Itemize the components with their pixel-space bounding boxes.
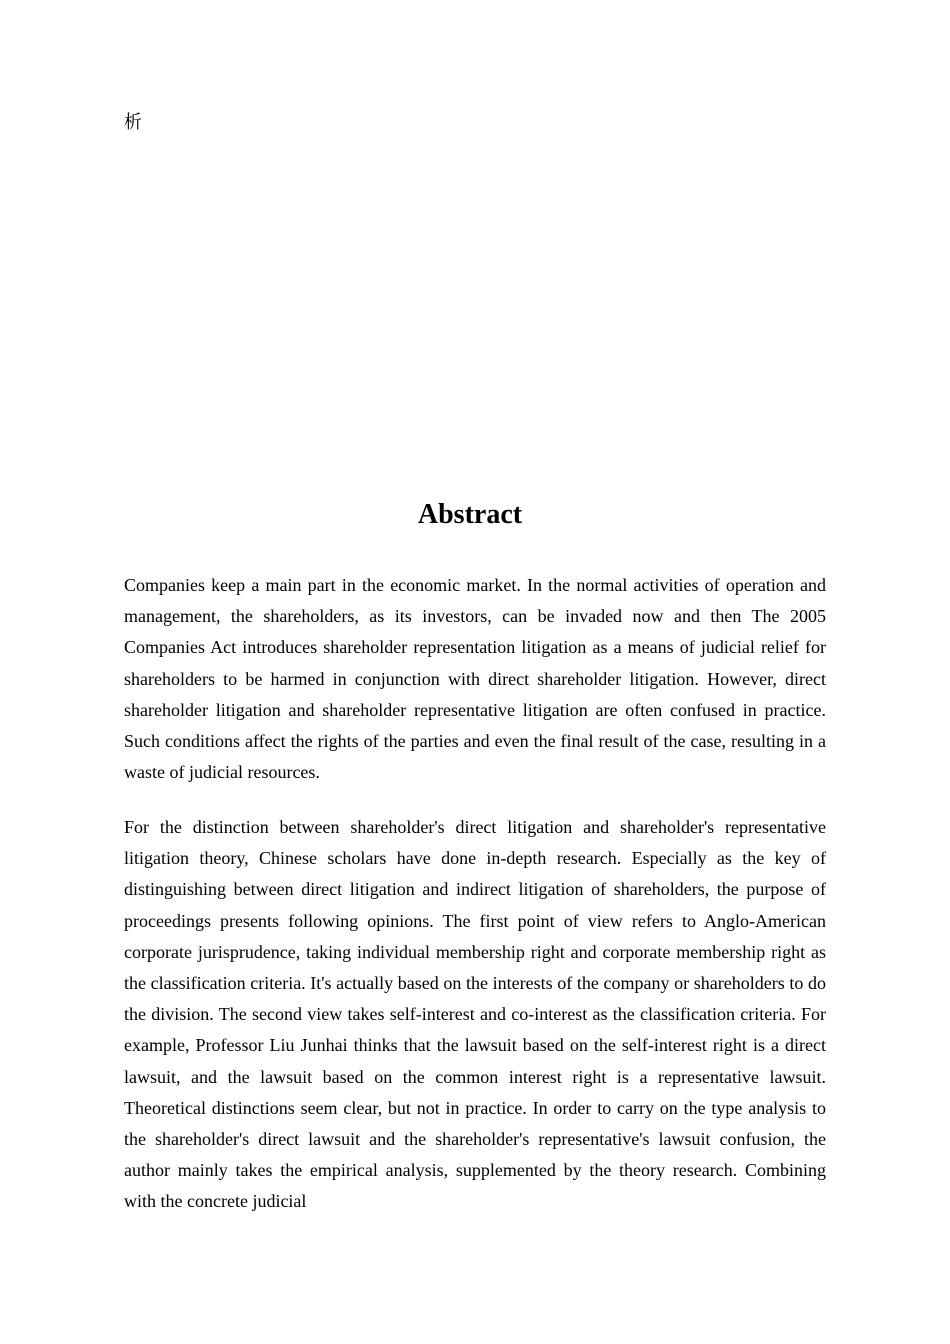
abstract-paragraph-1: Companies keep a main part in the economic market. In the normal activities of operation and management, the shareholders, as its investors, can be invaded now and then The 2005 Companies Act introduces shareholder representation litigation as a means of judicial relief for shareholders to be harmed in conjunction with direct shareholder litigation. However, direct shareholder litigation and shareholder representative litigation are often confused in practice. Such conditions affect the rights of the parties and even the final result of the case, resulting in a waste of judicial resources. (124, 575, 826, 783)
abstract-heading: Abstract (417, 499, 523, 530)
carry-over-character: 析 (124, 112, 142, 132)
abstract-paragraph-2: For the distinction between shareholder's direct litigation and shareholder's representative litigation theory, Chinese scholars have done in-depth research. Especially as the key of distinguishing between direct litigation and indirect litigation of shareholders, the purpose of proceedings presents following opinions. The first point of view refers to Anglo-American corporate jurisprudence, taking individual membership right and corporate membership right as the classification criteria. It's actually based on the interests of the company or shareholders to do the division. The second view takes self-interest and co-interest as the classification criteria. For example, Professor Liu Junhai thinks that the lawsuit based on the self-interest right is a direct lawsuit, and the lawsuit based on the common interest right is a representative lawsuit. Theoretical distinctions seem clear, but not in practice. In order to carry on the type analysis to the shareholder's direct lawsuit and the shareholder's representative's lawsuit confusion, the author mainly takes the empirical analysis, supplemented by the theory research. Combining with the concrete judicial (124, 817, 826, 1212)
